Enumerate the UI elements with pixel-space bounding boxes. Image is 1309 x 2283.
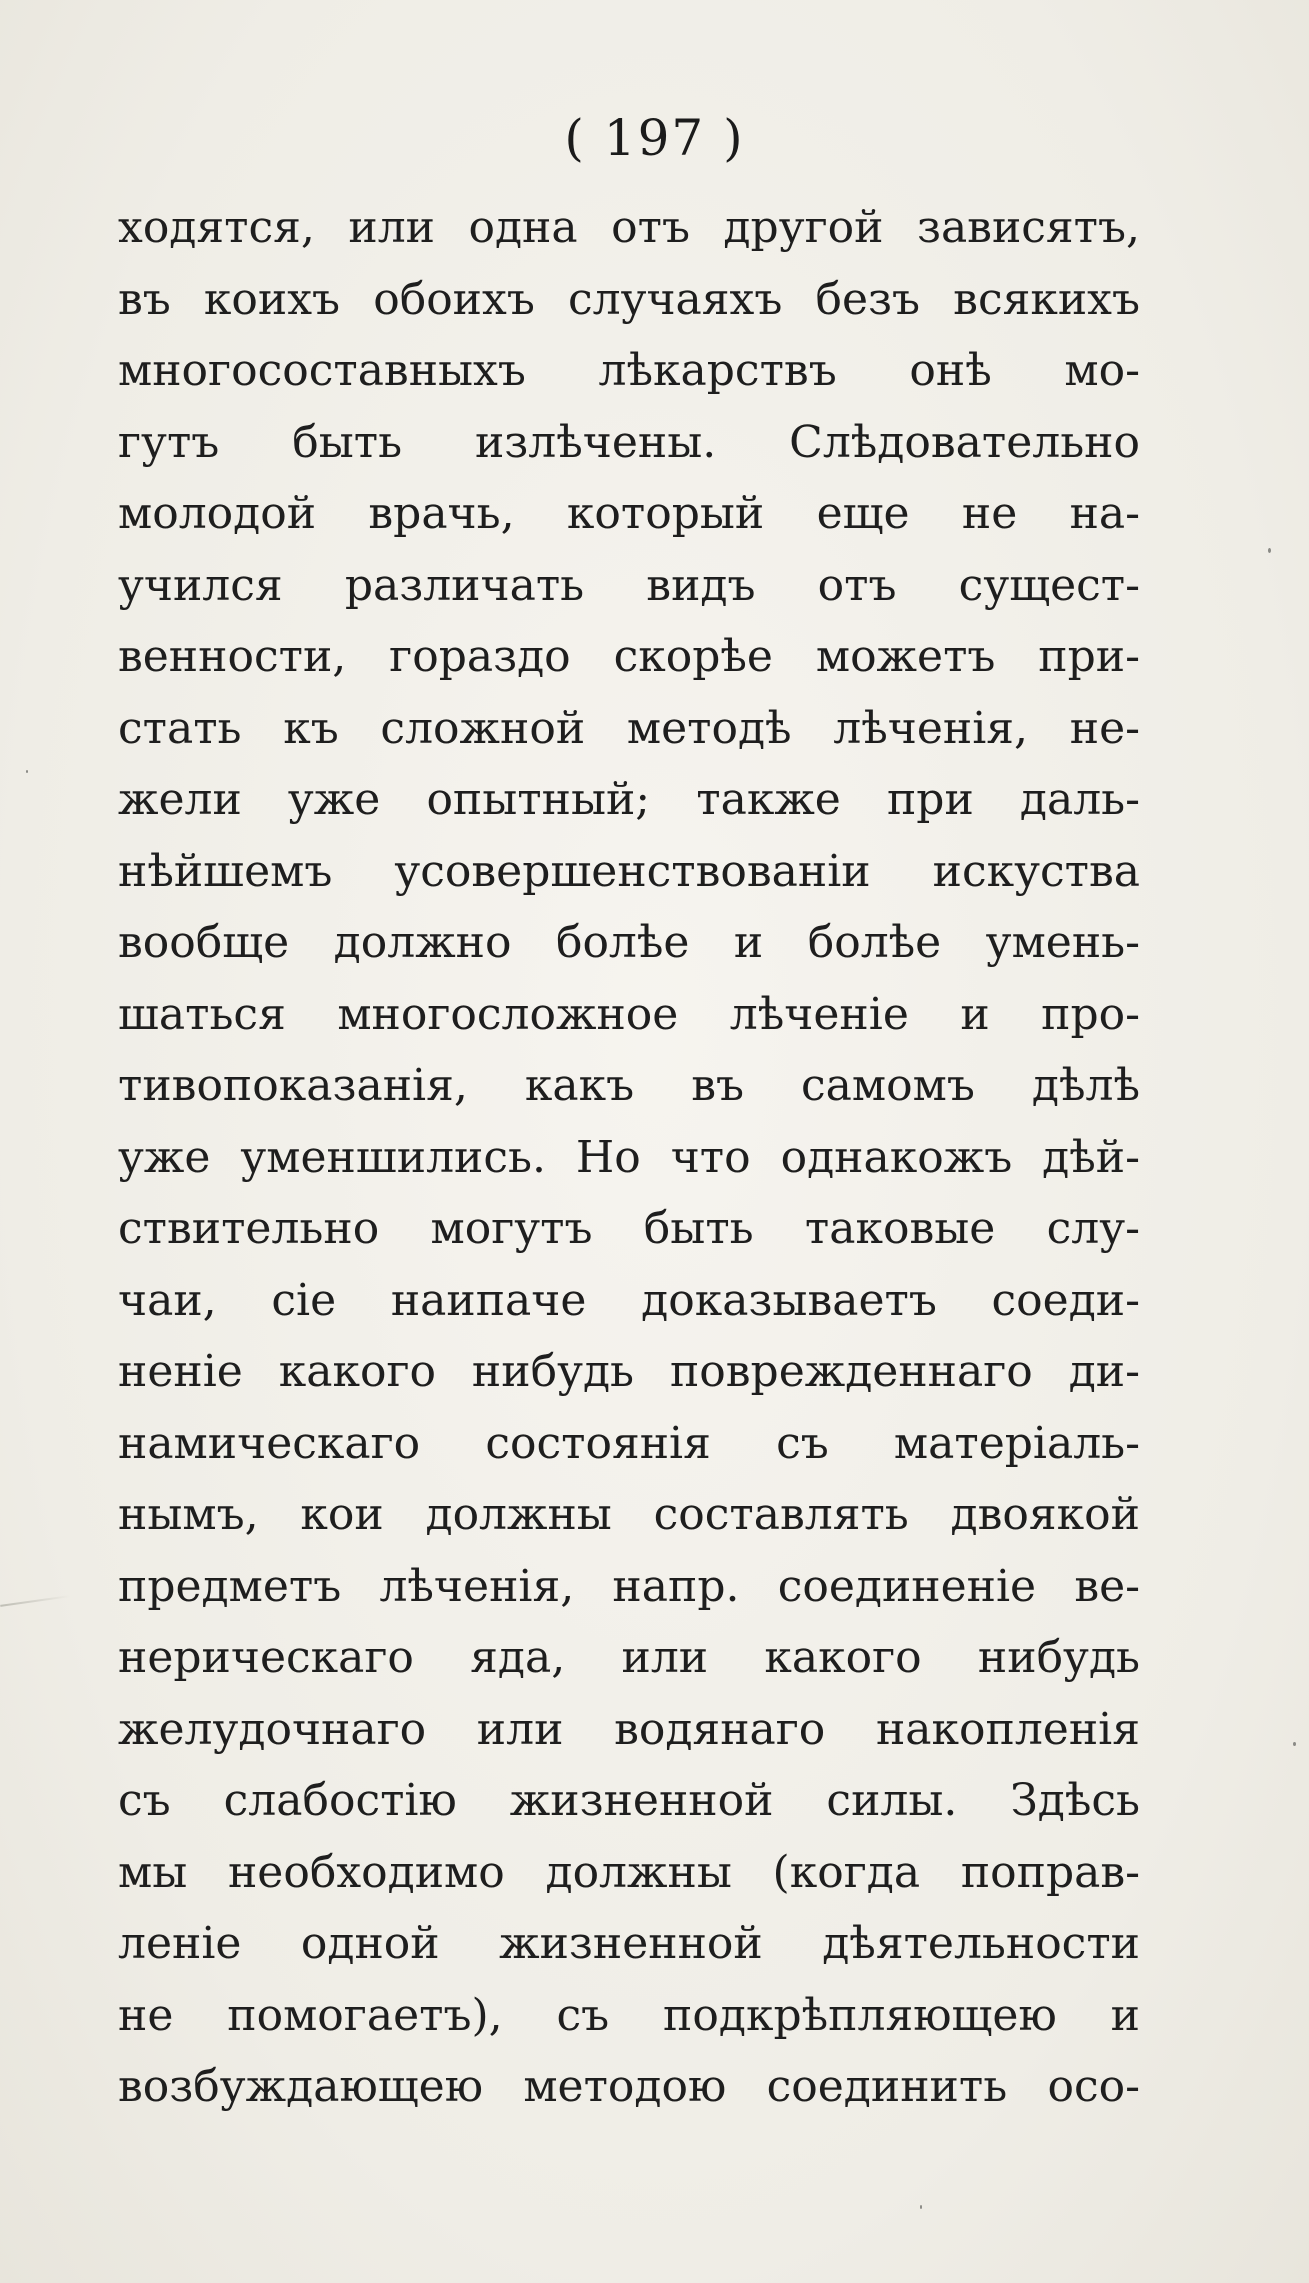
text-line: ствительно могутъ быть таковые слу- [118,1203,1140,1254]
text-line: гутъ быть излѣчены. Слѣдовательно [118,416,1140,468]
text-line: возбуждающею методою соединить осо- [118,2061,1140,2112]
text-line: въ коихъ обоихъ случаяхъ безъ всякихъ [118,273,1140,325]
text-line: многосоставныхъ лѣкарствъ онѣ мо- [118,345,1140,396]
paper-speck [1293,1742,1296,1746]
text-line: уже уменшились. Но что однакожъ дѣй- [118,1131,1140,1183]
text-line: съ слабостію жизненной силы. Здѣсь [118,1775,1140,1826]
text-line: учился различать видъ отъ сущест- [118,559,1140,611]
text-line: желудочнаго или водянаго накопленія [118,1703,1140,1755]
text-line: нѣйшемъ усовершенствованіи искуства [118,845,1140,897]
text-line: намическаго состоянія съ матеріаль- [118,1417,1140,1469]
text-line: нымъ, кои должны составлять двоякой [118,1489,1140,1540]
text-line: леніе одной жизненной дѣятельности [118,1918,1140,1969]
text-line: неніе какого нибудь поврежденнаго ди- [118,1346,1140,1397]
text-line: молодой врачь, который еще не на- [118,488,1140,539]
body-text [118,192,1140,2123]
paper-speck [1268,548,1271,553]
text-line: венности, гораздо скорѣе можетъ при- [118,631,1140,682]
text-line: ходятся, или одна отъ другой зависятъ, [118,202,1140,253]
text-line: мы необходимо должны (когда поправ- [118,1846,1140,1898]
text-line: тивопоказанія, какъ въ самомъ дѣлѣ [118,1060,1140,1111]
page-number: ( 197 ) [564,109,745,167]
text-line: предметъ лѣченія, напр. соединеніе ве- [118,1560,1140,1612]
text-line: жели уже опытный; также при даль- [118,774,1140,825]
text-line: чаи, сіе наипаче доказываетъ соеди- [118,1274,1140,1326]
text-line: не помогаетъ), съ подкрѣпляющею и [118,1989,1140,2041]
paper-speck [26,770,28,773]
paper-speck [920,2205,922,2209]
paper-crease [0,1595,70,1607]
text-line: нерическаго яда, или какого нибудь [118,1632,1140,1683]
text-line: вообще должно болѣе и болѣе умень- [118,917,1140,968]
text-line: шаться многосложное лѣченіе и про- [118,988,1140,1040]
text-line: стать къ сложной методѣ лѣченія, не- [118,702,1140,754]
